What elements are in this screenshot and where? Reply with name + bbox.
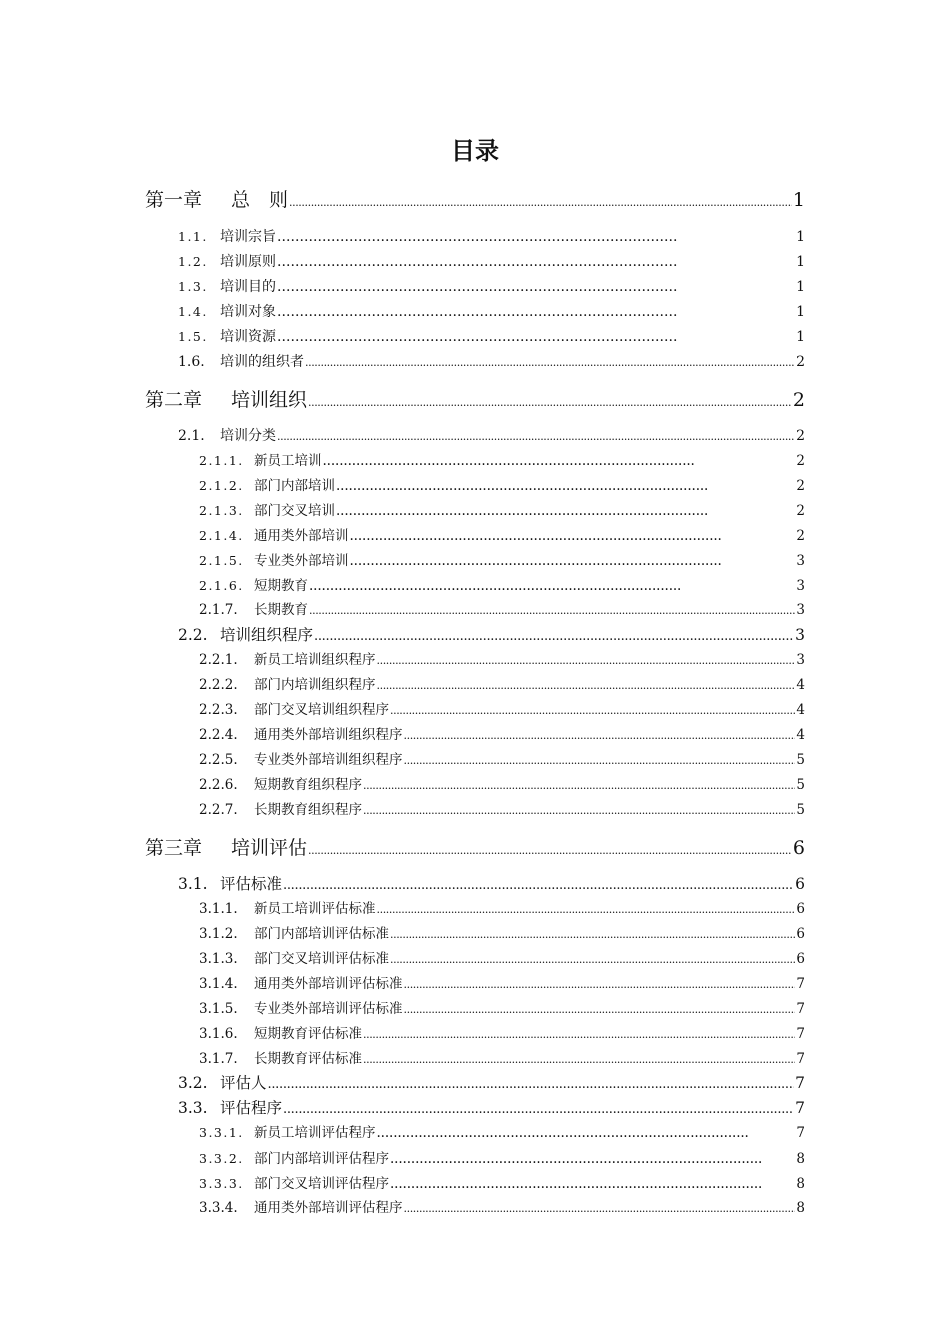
toc-entry-title: 专业类外部培训 bbox=[254, 553, 349, 569]
toc-entry-number: 2.1.3. bbox=[199, 503, 244, 518]
toc-entry[interactable] bbox=[199, 649, 805, 671]
toc-dot-leader bbox=[283, 873, 794, 897]
toc-dot-leader bbox=[336, 475, 795, 497]
toc-entry-title: 新员工培训评估程序 bbox=[254, 1125, 376, 1141]
toc-entry-title: 短期教育评估标准 bbox=[254, 1026, 362, 1042]
toc-dot-leader bbox=[377, 674, 796, 697]
toc-entry-number: 1.4. bbox=[178, 304, 208, 319]
toc-entry-number: 第三章 bbox=[145, 837, 203, 859]
toc-entry[interactable] bbox=[199, 550, 805, 572]
toc-entry-title: 部门内部培训评估程序 bbox=[254, 1151, 389, 1167]
toc-page-number: 3 bbox=[796, 578, 805, 594]
toc-page-number: 8 bbox=[796, 1151, 805, 1167]
toc-dot-leader bbox=[277, 226, 795, 248]
toc-entry[interactable] bbox=[178, 873, 805, 895]
toc-dot-leader bbox=[390, 699, 795, 722]
toc-entry[interactable] bbox=[145, 186, 805, 214]
toc-entry-number: 3.1.4. bbox=[199, 976, 238, 992]
toc-dot-leader bbox=[350, 550, 796, 572]
toc-entry[interactable] bbox=[199, 898, 805, 920]
toc-entry-title: 评估程序 bbox=[220, 1099, 283, 1117]
toc-entry[interactable] bbox=[199, 599, 805, 621]
toc-dot-leader bbox=[363, 1048, 795, 1071]
toc-page-number: 5 bbox=[796, 802, 805, 818]
toc-entry-title: 总 则 bbox=[231, 189, 289, 211]
toc-dot-leader bbox=[277, 326, 795, 348]
toc-entry[interactable] bbox=[199, 774, 805, 796]
toc-entry-number: 3.1. bbox=[178, 875, 208, 893]
toc-entry-number: 2.2. bbox=[178, 626, 208, 644]
toc-dot-leader bbox=[390, 1173, 795, 1195]
toc-entry[interactable] bbox=[178, 326, 805, 348]
toc-entry-title: 培训的组织者 bbox=[220, 354, 304, 370]
toc-entry-number: 1.3. bbox=[178, 279, 208, 294]
toc-entry-title: 培训评估 bbox=[231, 837, 308, 859]
toc-entry[interactable] bbox=[199, 923, 805, 945]
toc-dot-leader bbox=[377, 1122, 796, 1144]
toc-page-number: 8 bbox=[796, 1176, 805, 1192]
toc-entry-title: 专业类外部培训组织程序 bbox=[254, 752, 403, 768]
toc-entry-title: 通用类外部培训 bbox=[254, 528, 349, 544]
toc-entry[interactable] bbox=[199, 500, 805, 522]
toc-entry-title: 部门交叉培训评估程序 bbox=[254, 1176, 389, 1192]
toc-dot-leader bbox=[283, 1097, 794, 1121]
toc-entry-title: 短期教育组织程序 bbox=[254, 777, 362, 793]
toc-entry[interactable] bbox=[199, 724, 805, 746]
toc-page-number: 2 bbox=[796, 478, 805, 494]
toc-dot-leader bbox=[404, 998, 796, 1021]
toc-entry[interactable] bbox=[199, 699, 805, 721]
toc-entry-number: 1.5. bbox=[178, 329, 208, 344]
toc-entry-number: 2.1.2. bbox=[199, 478, 244, 493]
toc-entry[interactable] bbox=[178, 351, 805, 373]
toc-entry[interactable] bbox=[199, 799, 805, 821]
toc-entry-title: 培训组织程序 bbox=[220, 626, 314, 644]
toc-entry-title: 评估人 bbox=[220, 1074, 267, 1092]
toc-page-number: 7 bbox=[795, 1074, 805, 1092]
toc-page-number: 2 bbox=[792, 389, 805, 411]
toc-page-number: 2 bbox=[796, 428, 805, 444]
toc-entry[interactable] bbox=[178, 226, 805, 248]
toc-dot-leader bbox=[363, 799, 795, 822]
toc-entry[interactable] bbox=[199, 1023, 805, 1045]
toc-entry[interactable] bbox=[199, 475, 805, 497]
toc-dot-leader bbox=[390, 1148, 795, 1170]
toc-entry-number: 2.2.1. bbox=[199, 652, 238, 668]
toc-dot-leader bbox=[390, 948, 795, 971]
toc-entry-number: 2.2.6. bbox=[199, 777, 238, 793]
toc-entry-number: 3.1.1. bbox=[199, 901, 238, 917]
toc-entry[interactable] bbox=[199, 1148, 805, 1170]
toc-dot-leader bbox=[289, 186, 792, 217]
toc-page-number: 7 bbox=[796, 1001, 805, 1017]
toc-entry-number: 3.1.2. bbox=[199, 926, 238, 942]
toc-entry[interactable] bbox=[178, 251, 805, 273]
toc-page-number: 6 bbox=[796, 901, 805, 917]
toc-dot-leader bbox=[404, 724, 796, 747]
toc-page-number: 1 bbox=[796, 329, 805, 345]
toc-dot-leader bbox=[323, 450, 796, 472]
toc-entry[interactable] bbox=[199, 1048, 805, 1070]
toc-page-number: 2 bbox=[796, 354, 805, 370]
toc-entry-title: 培训分类 bbox=[220, 428, 276, 444]
toc-page-number: 8 bbox=[796, 1200, 805, 1216]
toc-entry-title: 部门内培训组织程序 bbox=[254, 677, 376, 693]
toc-page-number: 3 bbox=[796, 553, 805, 569]
toc-entry-number: 3.3.3. bbox=[199, 1176, 244, 1191]
toc-entry[interactable] bbox=[199, 1122, 805, 1144]
toc-page-number: 6 bbox=[796, 926, 805, 942]
toc-page-number: 5 bbox=[796, 777, 805, 793]
toc-page-number: 5 bbox=[796, 752, 805, 768]
toc-entry-title: 通用类外部培训评估标准 bbox=[254, 976, 403, 992]
toc-entry-number: 3.2. bbox=[178, 1074, 208, 1092]
toc-page-number: 7 bbox=[796, 1125, 805, 1141]
toc-page-number: 4 bbox=[796, 677, 805, 693]
toc-entry-number: 2.1.1. bbox=[199, 453, 244, 468]
toc-entry[interactable] bbox=[178, 1072, 805, 1094]
toc-page-number: 6 bbox=[796, 951, 805, 967]
toc-page-number: 3 bbox=[796, 652, 805, 668]
toc-entry-number: 2.1.5. bbox=[199, 553, 244, 568]
toc-entry-number: 2.1.4. bbox=[199, 528, 244, 543]
toc-dot-leader bbox=[277, 425, 795, 448]
toc-entry-title: 新员工培训评估标准 bbox=[254, 901, 376, 917]
toc-entry-title: 通用类外部培训评估程序 bbox=[254, 1200, 403, 1216]
toc-dot-leader bbox=[314, 624, 794, 648]
toc-page-number: 1 bbox=[796, 254, 805, 270]
toc-page-number: 1 bbox=[796, 279, 805, 295]
toc-page-number: 2 bbox=[796, 528, 805, 544]
toc-dot-leader bbox=[277, 276, 795, 298]
toc-dot-leader bbox=[268, 1072, 795, 1096]
toc-page-number: 1 bbox=[796, 304, 805, 320]
toc-page-number: 2 bbox=[796, 453, 805, 469]
toc-entry-title: 部门交叉培训评估标准 bbox=[254, 951, 389, 967]
toc-entry-title: 部门内部培训评估标准 bbox=[254, 926, 389, 942]
toc-page-number: 7 bbox=[796, 1026, 805, 1042]
toc-page-number: 7 bbox=[796, 976, 805, 992]
toc-entry-number: 3.1.6. bbox=[199, 1026, 238, 1042]
toc-entry[interactable] bbox=[199, 450, 805, 472]
toc-entry-title: 短期教育 bbox=[254, 578, 308, 594]
toc-entry-title: 培训目的 bbox=[220, 279, 276, 295]
toc-entry-title: 长期教育 bbox=[254, 602, 308, 618]
toc-dot-leader bbox=[363, 1023, 795, 1046]
toc-entry-title: 新员工培训组织程序 bbox=[254, 652, 376, 668]
toc-entry-number: 2.1.6. bbox=[199, 578, 244, 593]
toc-entry-number: 2.2.2. bbox=[199, 677, 238, 693]
toc-dot-leader bbox=[350, 525, 796, 547]
toc-entry[interactable] bbox=[199, 973, 805, 995]
toc-entry-number: 2.2.7. bbox=[199, 802, 238, 818]
toc-entry-title: 部门交叉培训组织程序 bbox=[254, 702, 389, 718]
toc-entry-title: 培训宗旨 bbox=[220, 229, 276, 245]
toc-entry-title: 评估标准 bbox=[220, 875, 283, 893]
toc-dot-leader bbox=[305, 351, 795, 374]
toc-entry[interactable] bbox=[199, 749, 805, 771]
toc-dot-leader bbox=[308, 386, 792, 417]
toc-entry[interactable] bbox=[178, 276, 805, 298]
toc-page-number: 2 bbox=[796, 503, 805, 519]
toc-entry-title: 专业类外部培训评估标准 bbox=[254, 1001, 403, 1017]
toc-entry-number: 3.1.3. bbox=[199, 951, 238, 967]
toc-entry-title: 通用类外部培训组织程序 bbox=[254, 727, 403, 743]
toc-dot-leader bbox=[336, 500, 795, 522]
toc-entry-title: 部门内部培训 bbox=[254, 478, 335, 494]
toc-entry[interactable] bbox=[199, 948, 805, 970]
toc-entry-number: 3.3. bbox=[178, 1099, 208, 1117]
toc-entry[interactable] bbox=[199, 998, 805, 1020]
page-title: 目录 bbox=[451, 137, 499, 165]
toc-entry[interactable] bbox=[199, 1173, 805, 1195]
toc-entry[interactable] bbox=[199, 674, 805, 696]
toc-entry-number: 3.3.2. bbox=[199, 1151, 244, 1166]
toc-page-number: 7 bbox=[795, 1099, 805, 1117]
toc-entry-title: 新员工培训 bbox=[254, 453, 322, 469]
toc-entry[interactable] bbox=[178, 1097, 805, 1119]
toc-dot-leader bbox=[377, 649, 796, 672]
toc-dot-leader bbox=[309, 575, 795, 597]
toc-entry[interactable] bbox=[145, 386, 805, 414]
toc-entry-number: 2.2.5. bbox=[199, 752, 238, 768]
toc-entry-number: 第二章 bbox=[145, 389, 203, 411]
toc-entry-number: 第一章 bbox=[145, 189, 203, 211]
toc-dot-leader bbox=[363, 774, 795, 797]
toc-dot-leader bbox=[404, 973, 796, 996]
toc-page-number: 6 bbox=[795, 875, 805, 893]
toc-entry-title: 培训资源 bbox=[220, 329, 276, 345]
toc-dot-leader bbox=[390, 923, 795, 946]
toc-entry[interactable] bbox=[178, 624, 805, 646]
toc-entry[interactable] bbox=[199, 525, 805, 547]
toc-page-number: 6 bbox=[792, 837, 805, 859]
toc-entry[interactable] bbox=[199, 1197, 805, 1219]
toc-entry-number: 1.1. bbox=[178, 229, 208, 244]
toc-page-number: 1 bbox=[792, 189, 805, 211]
toc-dot-leader bbox=[308, 834, 792, 865]
toc-entry-title: 长期教育组织程序 bbox=[254, 802, 362, 818]
toc-entry[interactable] bbox=[178, 425, 805, 447]
toc-entry-number: 2.1.7. bbox=[199, 602, 238, 618]
toc-entry-number: 3.1.5. bbox=[199, 1001, 238, 1017]
toc-dot-leader bbox=[404, 749, 796, 772]
toc-page-number: 1 bbox=[796, 229, 805, 245]
toc-entry-number: 1.2. bbox=[178, 254, 208, 269]
toc-page-number: 7 bbox=[796, 1051, 805, 1067]
toc-dot-leader bbox=[277, 301, 795, 323]
toc-entry[interactable] bbox=[145, 834, 805, 862]
toc-entry-number: 3.3.1. bbox=[199, 1125, 244, 1140]
toc-entry[interactable] bbox=[178, 301, 805, 323]
toc-page-number: 4 bbox=[796, 727, 805, 743]
toc-entry-title: 培训原则 bbox=[220, 254, 276, 270]
toc-entry-title: 长期教育评估标准 bbox=[254, 1051, 362, 1067]
toc-entry-number: 3.3.4. bbox=[199, 1200, 238, 1216]
toc-dot-leader bbox=[404, 1197, 796, 1220]
toc-entry[interactable] bbox=[199, 575, 805, 597]
toc-dot-leader bbox=[377, 898, 796, 921]
toc-page-number: 3 bbox=[796, 602, 805, 618]
toc-entry-title: 培训组织 bbox=[231, 389, 308, 411]
toc-entry-number: 3.1.7. bbox=[199, 1051, 238, 1067]
toc-dot-leader bbox=[277, 251, 795, 273]
toc-entry-number: 2.2.3. bbox=[199, 702, 238, 718]
toc-page-number: 3 bbox=[795, 626, 805, 644]
toc-entry-number: 2.1. bbox=[178, 428, 205, 444]
toc-entry-number: 2.2.4. bbox=[199, 727, 238, 743]
toc-entry-title: 培训对象 bbox=[220, 304, 276, 320]
toc-entry-title: 部门交叉培训 bbox=[254, 503, 335, 519]
toc-dot-leader bbox=[309, 599, 795, 622]
toc-entry-number: 1.6. bbox=[178, 354, 205, 370]
toc-page-number: 4 bbox=[796, 702, 805, 718]
